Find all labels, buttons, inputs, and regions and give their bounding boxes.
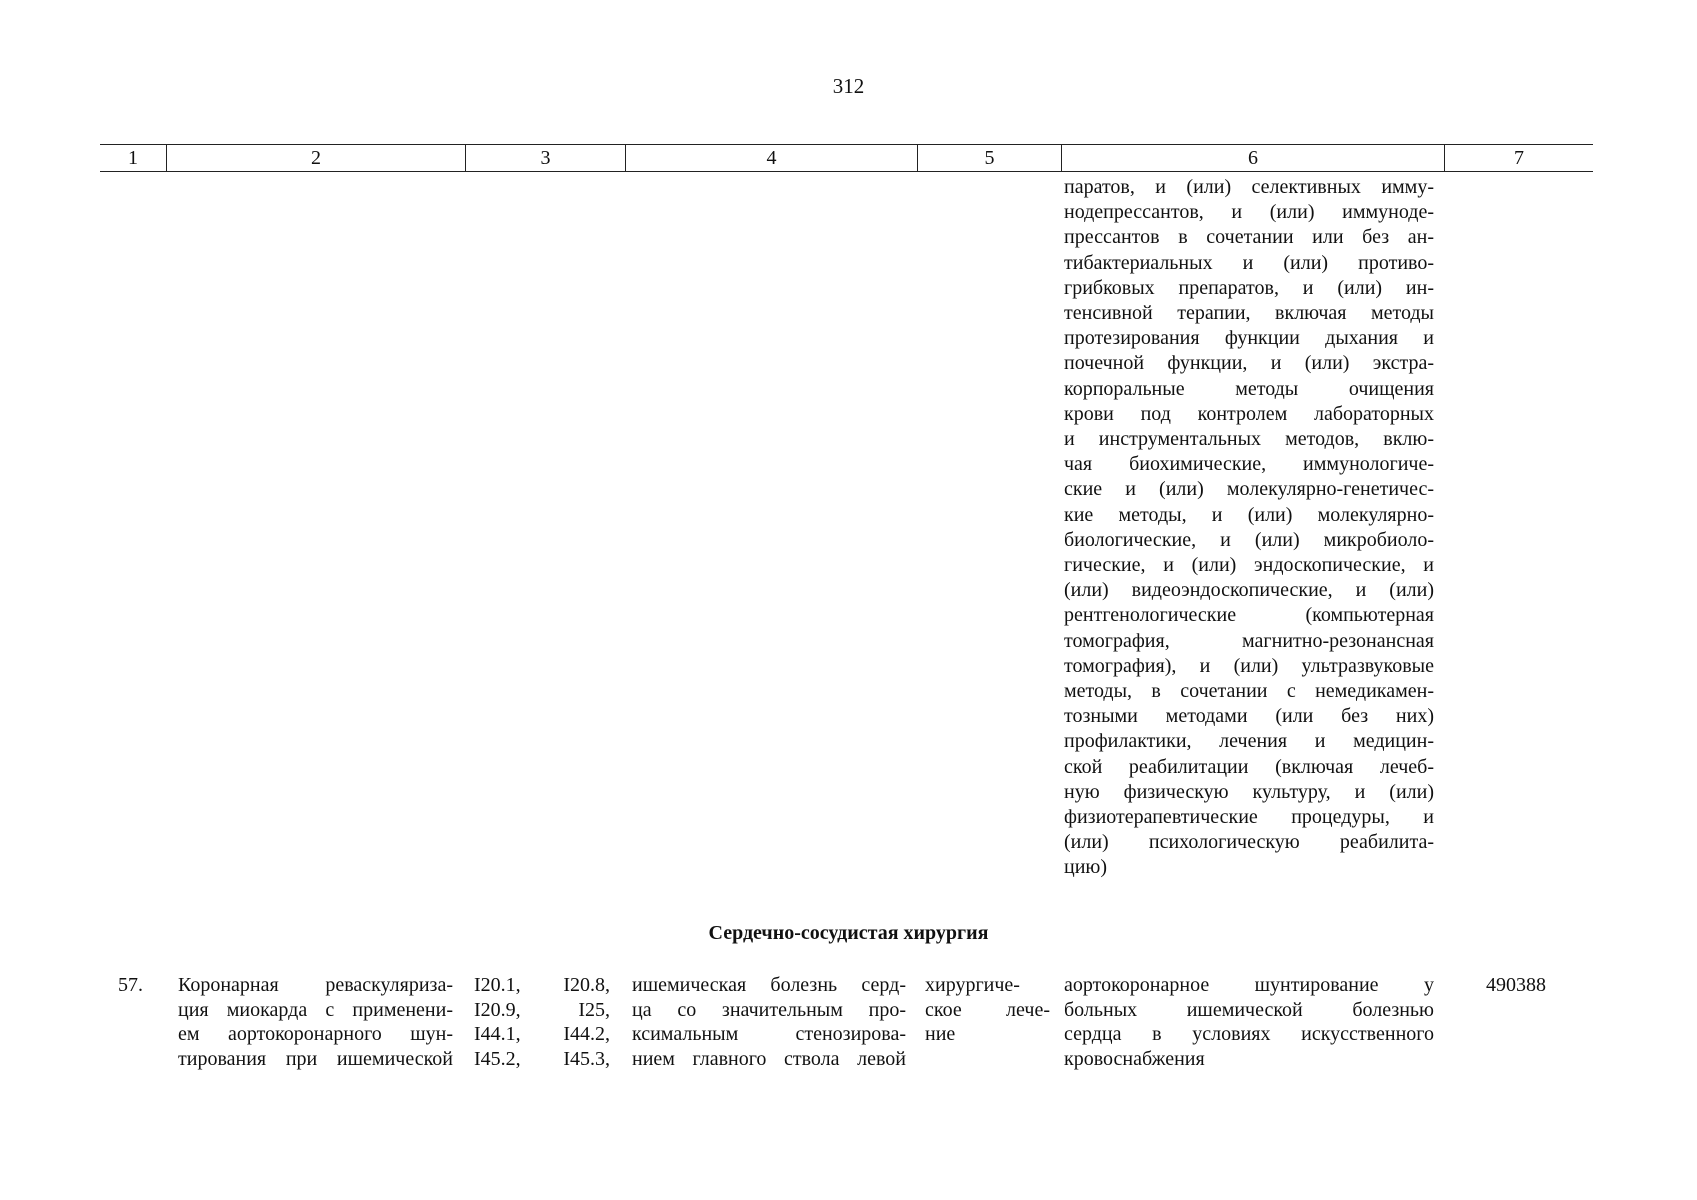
row-treatment-type xyxy=(925,973,1050,1047)
header-col-5: 5 xyxy=(917,145,1061,171)
text-line: тибактериальных и (или) противо- xyxy=(1064,251,1434,274)
header-col-3: 3 xyxy=(465,145,625,171)
text-line: и инструментальных методов, вклю- xyxy=(1064,428,1434,451)
codes-line xyxy=(474,1047,610,1072)
table-header-row xyxy=(100,144,1593,172)
icd-code: I45.2, xyxy=(474,1047,521,1070)
text-line: чая биохимические, иммунологиче- xyxy=(1064,453,1434,476)
codes-line xyxy=(474,973,610,998)
text-line: томография, магнитно-резонансная xyxy=(1064,629,1434,652)
diagnosis-line: ишемическая болезнь серд- xyxy=(632,974,906,996)
section-heading: Сердечно-сосудистая хирургия xyxy=(708,922,989,944)
name-line: ем аортокоронарного шун- xyxy=(178,1023,453,1045)
method-line: кровоснабжения xyxy=(1064,1047,1205,1070)
text-line: тозными методами (или без них) xyxy=(1064,705,1434,728)
method-line: аортокоронарное шунтирование у xyxy=(1064,974,1434,996)
text-line: ские и (или) молекулярно-генетичес- xyxy=(1064,478,1434,501)
header-col-4: 4 xyxy=(625,145,917,171)
text-line: ную физическую культуру, и (или) xyxy=(1064,780,1434,803)
treatment-line: ское лече- xyxy=(925,998,1050,1021)
text-line: грибковых препаратов, и (или) ин- xyxy=(1064,276,1434,299)
row-cost: 490388 xyxy=(1486,974,1546,996)
text-line: профилактики, лечения и медицин- xyxy=(1064,730,1434,753)
icd-code: I44.2, xyxy=(563,1023,610,1045)
row-method xyxy=(1064,973,1434,1071)
diagnosis-line: нием главного ствола левой xyxy=(632,1047,906,1070)
icd-code: I20.9, xyxy=(474,998,521,1021)
method-line: больных ишемической болезнью xyxy=(1064,998,1434,1021)
text-line: методы, в сочетании с немедикамен- xyxy=(1064,680,1434,703)
text-line: тенсивной терапии, включая методы xyxy=(1064,302,1434,325)
row-name xyxy=(178,973,453,1071)
text-line: биологические, и (или) микробиоло- xyxy=(1064,528,1434,551)
text-line: нодепрессантов, и (или) иммуноде- xyxy=(1064,201,1434,224)
header-col-6: 6 xyxy=(1061,145,1444,171)
method-line: сердца в условиях искусственного xyxy=(1064,1023,1434,1045)
text-line: гические, и (или) эндоскопические, и xyxy=(1064,554,1434,577)
name-line: Коронарная реваскуляриза- xyxy=(178,974,453,996)
text-line: (или) психологическую реабилита- xyxy=(1064,831,1434,854)
treatment-line: ние xyxy=(925,1023,956,1045)
header-col-2: 2 xyxy=(166,145,465,171)
row-diagnosis xyxy=(632,973,906,1071)
text-line: (или) видеоэндоскопические, и (или) xyxy=(1064,579,1434,602)
icd-code: I25, xyxy=(578,998,610,1021)
header-col-1: 1 xyxy=(128,147,138,169)
icd-code: I44.1, xyxy=(474,1023,521,1045)
text-line: томография), и (или) ультразвуковые xyxy=(1064,654,1434,677)
text-line: паратов, и (или) селективных имму- xyxy=(1064,176,1434,198)
icd-code: I20.1, xyxy=(474,974,521,996)
codes-line xyxy=(474,998,610,1023)
text-line: ской реабилитации (включая лечеб- xyxy=(1064,755,1434,778)
icd-code: I20.8, xyxy=(563,974,610,996)
text-line: прессантов в сочетании или без ан- xyxy=(1064,226,1434,249)
diagnosis-line: ксимальным стенозирова- xyxy=(632,1023,906,1045)
text-line: корпоральные методы очищения xyxy=(1064,377,1434,400)
row-number: 57. xyxy=(118,974,143,996)
continued-method-text xyxy=(1064,175,1434,881)
text-line: цию) xyxy=(1064,856,1108,879)
name-line: тирования при ишемической xyxy=(178,1047,453,1070)
icd-code: I45.3, xyxy=(563,1047,610,1070)
diagnosis-line: ца со значительным про- xyxy=(632,998,906,1021)
text-line: крови под контролем лабораторных xyxy=(1064,402,1434,425)
header-col-7: 7 xyxy=(1444,145,1593,171)
text-line: протезирования функции дыхания и xyxy=(1064,327,1434,350)
treatment-line: хирургиче- xyxy=(925,974,1020,996)
text-line: рентгенологические (компьютерная xyxy=(1064,604,1434,627)
row-codes xyxy=(474,973,610,1071)
name-line: ция миокарда с применени- xyxy=(178,998,453,1021)
text-line: почечной функции, и (или) экстра- xyxy=(1064,352,1434,375)
codes-line xyxy=(474,1022,610,1047)
text-line: кие методы, и (или) молекулярно- xyxy=(1064,503,1434,526)
text-line: физиотерапевтические процедуры, и xyxy=(1064,806,1434,829)
page-number: 312 xyxy=(832,74,865,98)
